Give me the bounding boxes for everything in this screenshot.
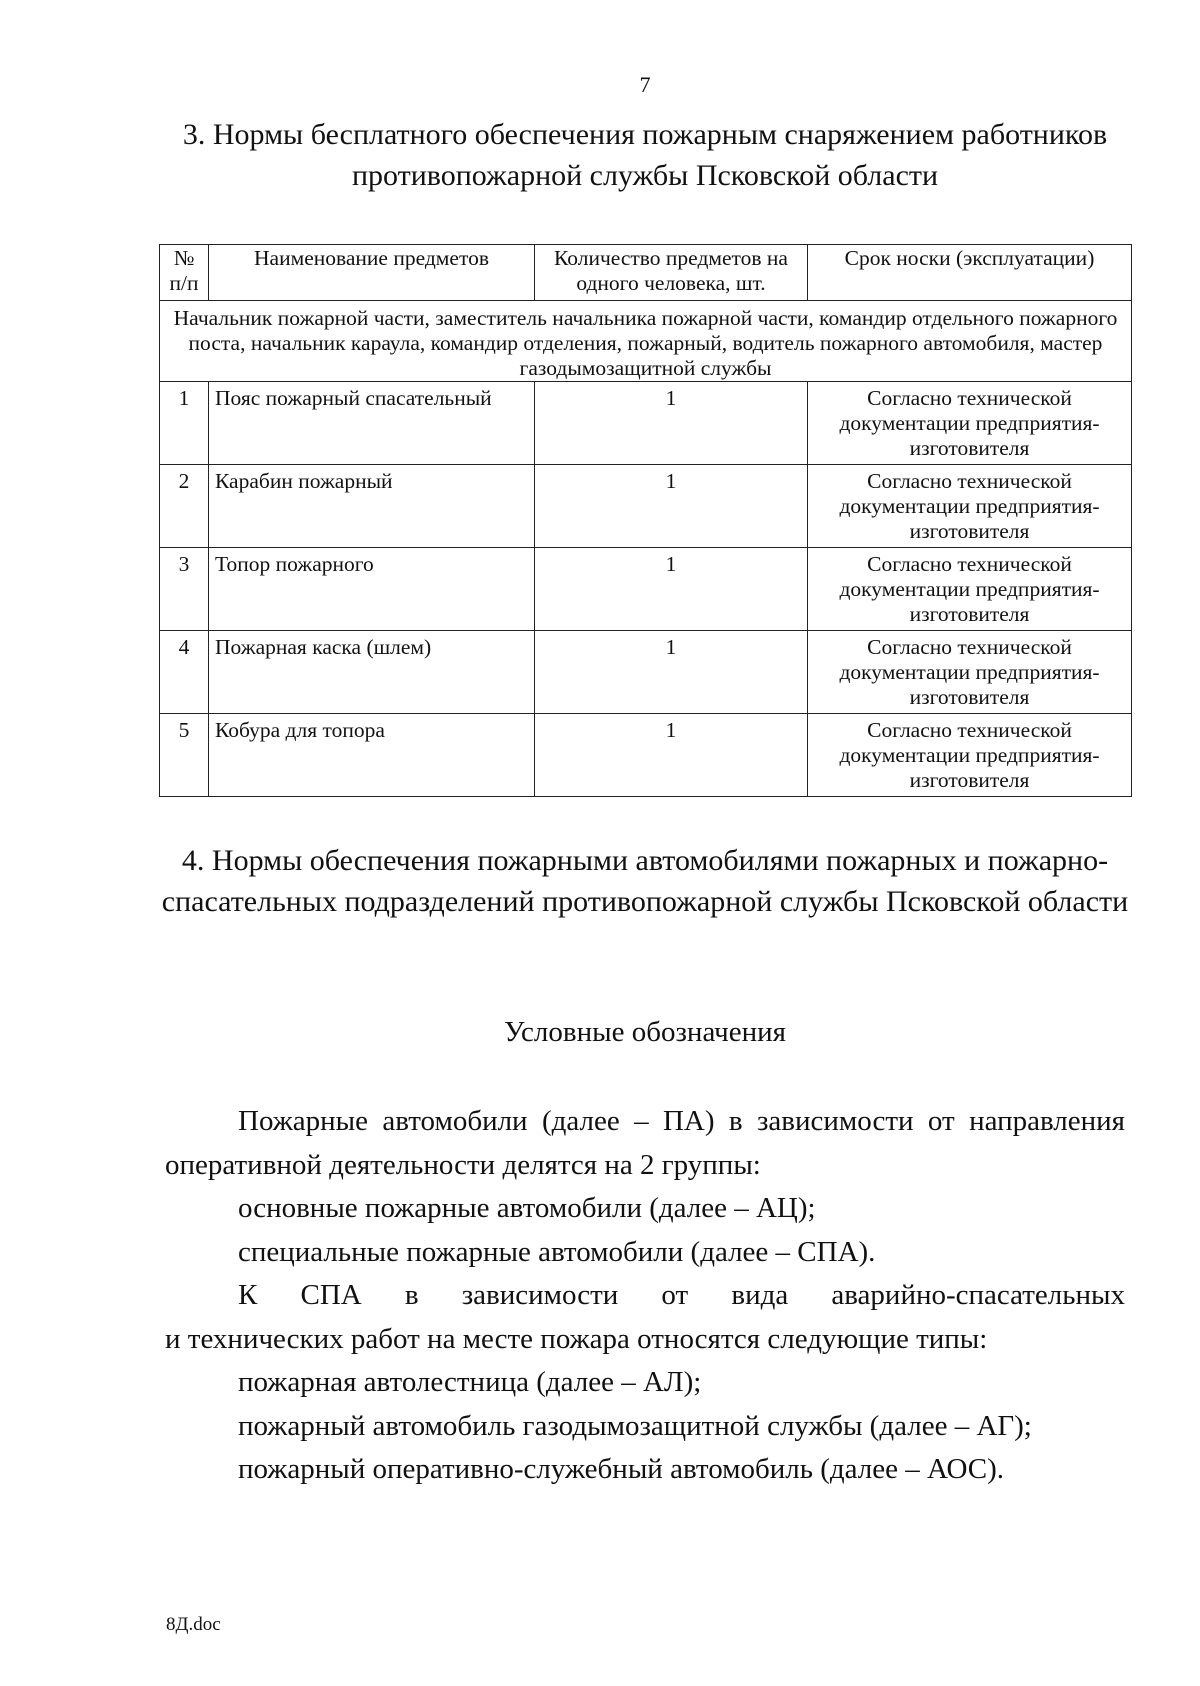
section-4-title: 4. Нормы обеспечения пожарными автомобилями пожарных и пожарно-спасательных подразделений противопожарной службы Псковской области <box>161 844 1129 918</box>
equipment-norms-table <box>159 244 1132 797</box>
row-term: Согласно технической документации предприятия-изготовителя <box>808 548 1132 631</box>
row-term: Согласно технической документации предприятия-изготовителя <box>808 465 1132 548</box>
row-term: Согласно технической документации предприятия-изготовителя <box>808 714 1132 797</box>
table-header-row <box>160 245 1132 301</box>
row-term: Согласно технической документации предприятия-изготовителя <box>808 382 1132 465</box>
table-row <box>160 631 1132 714</box>
row-name: Топор пожарного <box>209 548 535 631</box>
legend-body <box>165 1100 1125 1492</box>
row-name: Кобура для топора <box>209 714 535 797</box>
row-name: Пожарная каска (шлем) <box>209 631 535 714</box>
table-row <box>160 382 1132 465</box>
header-name: Наименование предметов <box>209 245 535 301</box>
list-item: пожарная автолестница (далее – АЛ); <box>238 1366 702 1398</box>
group-positions: Начальник пожарной части, заместитель начальника пожарной части, командир отдельного пожарного поста, начальник караула, командир отделения, пожарный, водитель пожарного автомобиля, мастер газодымозащитной службы <box>160 301 1132 382</box>
row-qty: 1 <box>535 382 808 465</box>
paragraph-spa-line-1: К СПА в зависимости от вида аварийно-спасательных <box>238 1279 1125 1311</box>
row-qty: 1 <box>535 465 808 548</box>
section-3-title: 3. Нормы бесплатного обеспечения пожарным снаряжением работников противопожарной службы Псковской области <box>182 118 1108 192</box>
header-num: № п/п <box>160 245 209 301</box>
file-name-footer: 8Д.doc <box>166 1614 221 1635</box>
row-num: 2 <box>160 465 209 548</box>
row-qty: 1 <box>535 548 808 631</box>
list-item: специальные пожарные автомобили (далее – СПА). <box>238 1235 876 1268</box>
row-term: Согласно технической документации предприятия-изготовителя <box>808 631 1132 714</box>
paragraph-spa-line-2: и технических работ на месте пожара относятся следующие типы: <box>165 1322 988 1355</box>
list-item: основные пожарные автомобили (далее – АЦ); <box>238 1192 816 1224</box>
row-num: 5 <box>160 714 209 797</box>
legend-title: Условные обозначения <box>504 1016 786 1048</box>
row-num: 4 <box>160 631 209 714</box>
paragraph-groups: Пожарные автомобили (далее – ПА) в зависимости от направления оперативной деятельности делятся на 2 группы: <box>165 1105 1125 1181</box>
list-item: пожарный оперативно-служебный автомобиль (далее – АОС). <box>238 1453 1005 1485</box>
row-qty: 1 <box>535 714 808 797</box>
table-group-row <box>160 301 1132 382</box>
row-num: 3 <box>160 548 209 631</box>
header-qty: Количество предметов на одного человека, шт. <box>535 245 808 301</box>
row-num: 1 <box>160 382 209 465</box>
header-term: Срок носки (эксплуатации) <box>808 245 1132 301</box>
row-name: Пояс пожарный спасательный <box>209 382 535 465</box>
table-row <box>160 465 1132 548</box>
table-row <box>160 548 1132 631</box>
page-number: 7 <box>639 72 651 97</box>
table-row <box>160 714 1132 797</box>
list-item: пожарный автомобиль газодымозащитной службы (далее – АГ); <box>238 1409 1032 1442</box>
row-name: Карабин пожарный <box>209 465 535 548</box>
row-qty: 1 <box>535 631 808 714</box>
